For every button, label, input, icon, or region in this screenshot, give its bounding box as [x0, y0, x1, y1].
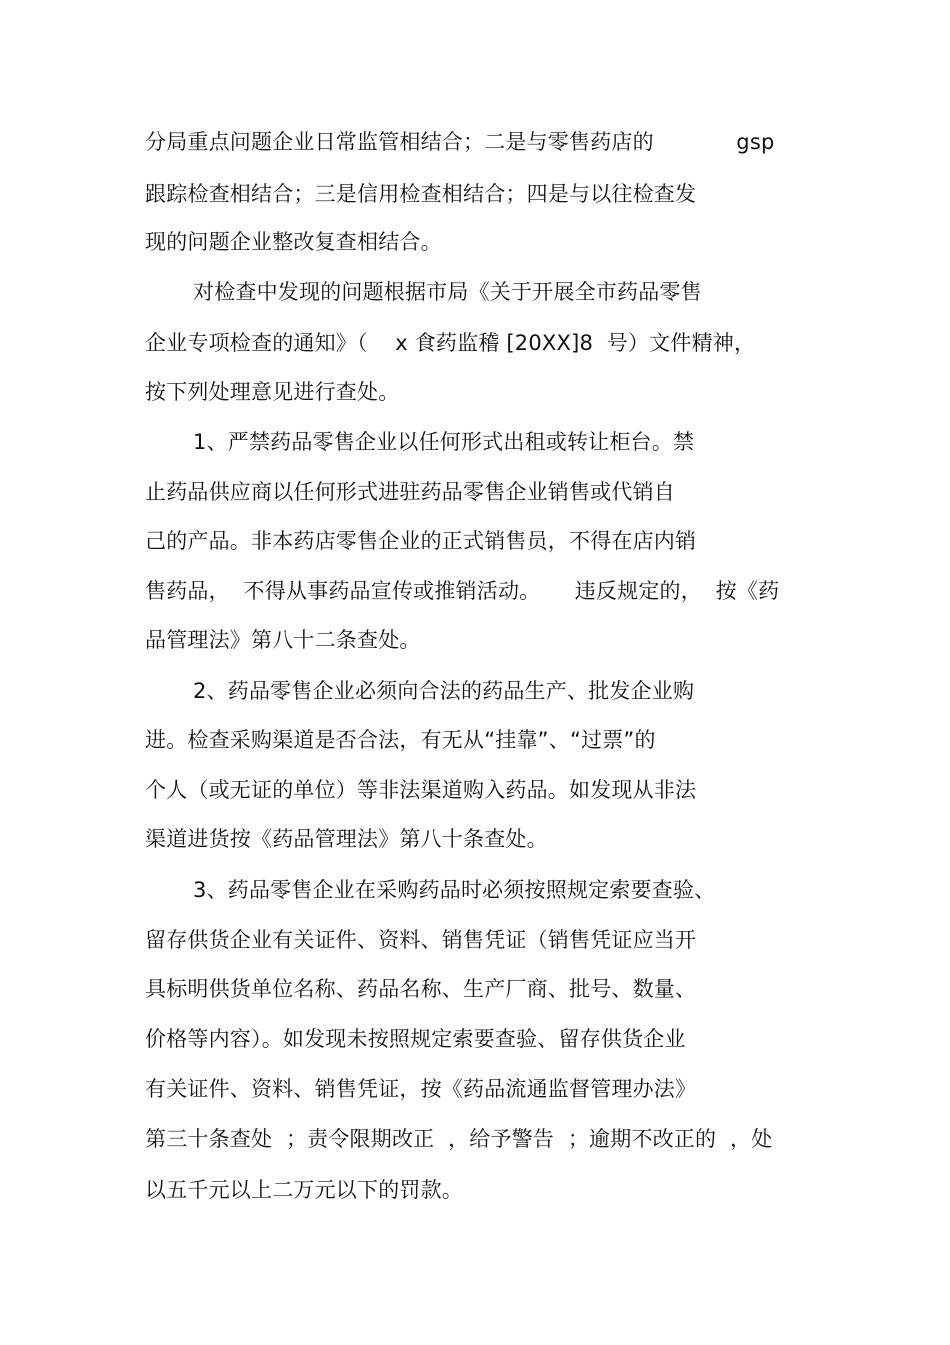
text-line: 售药品， 不得从事药品宣传或推销活动。 违反规定的， 按《药: [145, 579, 780, 603]
paragraph-first-line: 对检查中发现的问题根据市局《关于开展全市药品零售: [193, 280, 702, 304]
text-line: 以五千元以上二万元以下的罚款。: [145, 1178, 463, 1202]
text-line: 具标明供货单位名称、药品名称、生产厂商、批号、数量、: [145, 977, 697, 1001]
text-line: 止药品供应商以任何形式进驻药品零售企业销售或代销自: [145, 480, 675, 504]
text-line: 渠道进货按《药品管理法》第八十条查处。: [145, 827, 548, 851]
text-line: 第三十条查处 ；责令限期改正 ，给予警告 ；逾期不改正的 ，处: [145, 1127, 773, 1151]
paragraph-first-line: 3、药品零售企业在采购药品时必须按照规定索要查验、: [193, 878, 716, 902]
text-line: 进。检查采购渠道是否合法，有无从“挂靠”、“过票”的: [145, 728, 656, 752]
text-line: 个人（或无证的单位）等非法渠道购入药品。如发现从非法: [145, 778, 697, 802]
paragraph-first-line: 1、严禁药品零售企业以任何形式出租或转让柜台。禁: [193, 430, 695, 454]
text-line: 跟踪检查相结合；三是信用检查相结合；四是与以往检查发: [145, 182, 697, 206]
text-line: 品管理法》第八十二条查处。: [145, 628, 421, 652]
text-line: 按下列处理意见进行查处。: [145, 380, 400, 404]
text-line: 有关证件、资料、销售凭证，按《药品流通监督管理办法》: [145, 1077, 697, 1101]
text-line: 企业专项检查的通知》（ x 食药监稽 [20XX]8 号）文件精神，: [145, 331, 756, 355]
paragraph-first-line: 2、药品零售企业必须向合法的药品生产、批发企业购: [193, 679, 695, 703]
text-line: 留存供货企业有关证件、资料、销售凭证（销售凭证应当开: [145, 928, 697, 952]
text-line: 己的产品。非本药店零售企业的正式销售员，不得在店内销: [145, 529, 697, 553]
text-line: 分局重点问题企业日常监管相结合；二是与零售药店的 gsp: [145, 130, 775, 154]
text-line: 现的问题企业整改复查相结合。: [145, 230, 442, 254]
text-line: 价格等内容）。如发现未按照规定索要查验、留存供货企业: [145, 1027, 686, 1051]
